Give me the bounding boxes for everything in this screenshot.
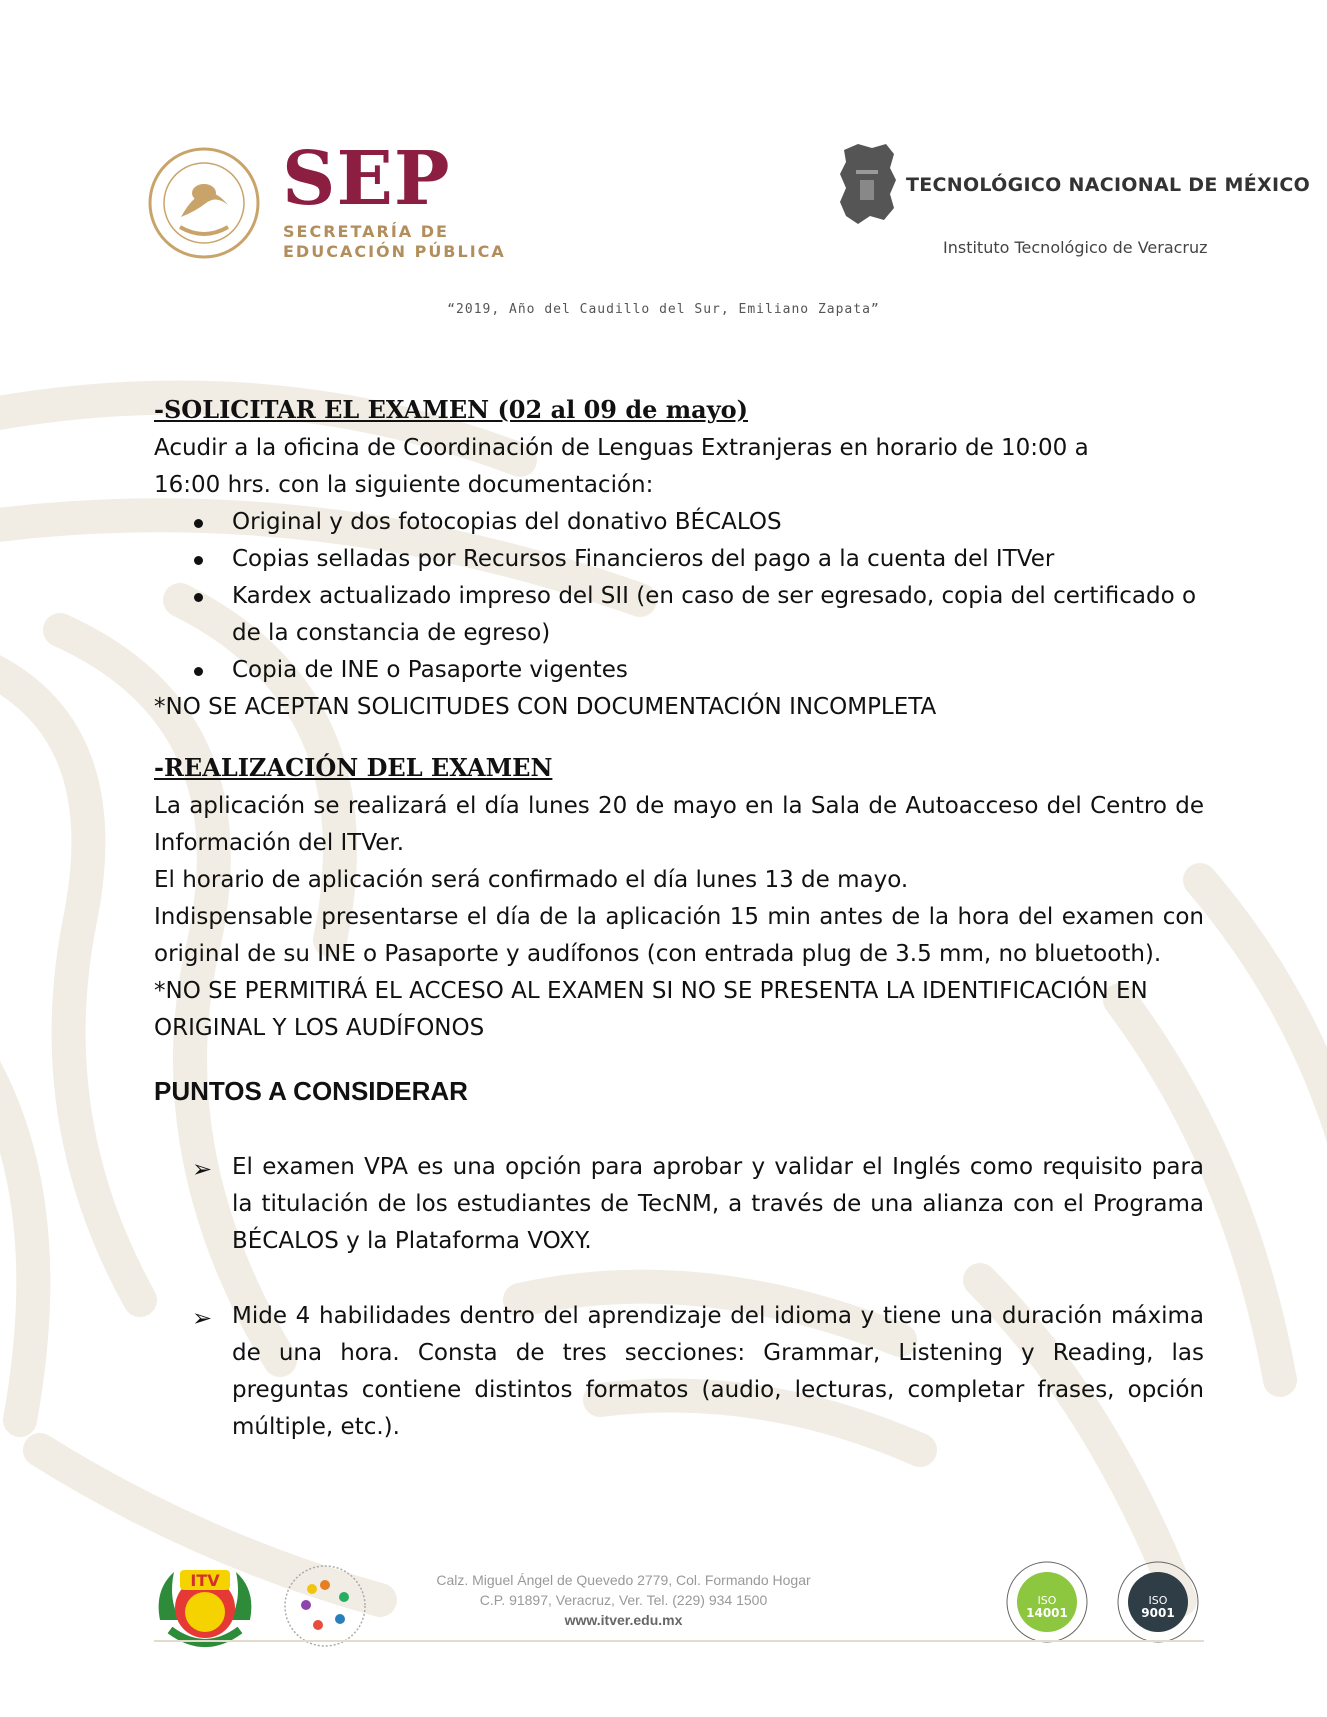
section-request-intro-line1: Acudir a la oficina de Coordinación de Lenguas Extranjeras en horario de 10:00 a [154,435,1089,461]
list-item [154,1298,1204,1446]
footer-address-line2: C.P. 91897, Veracruz, Ver. Tel. (229) 934 1500 [479,1592,768,1608]
iso-9001-badge-icon [1116,1560,1200,1644]
iso-9001-label: ISO [1148,1594,1168,1607]
iso-9001-number: 9001 [1141,1606,1175,1620]
section-exam-note: *NO SE PERMITIRÁ EL ACCESO AL EXAMEN SI NO SE PRESENTA LA IDENTIFICACIÓN EN ORIGINAL Y LOS AUDÍFONOS [154,978,1148,1041]
footer-address-line1: Calz. Miguel Ángel de Quevedo 2779, Col. Formando Hogar [436,1572,811,1588]
section-exam-p1: La aplicación se realizará el día lunes 20 de mayo en la Sala de Autoacceso del Centro de Información del ITVer. [154,793,1204,856]
iso-14001-number: 14001 [1026,1606,1068,1620]
section-request-intro-line2: 16:00 hrs. con la siguiente documentación: [154,472,654,498]
arrow-bullet-icon: ➢ [192,1155,213,1183]
footer-website-link[interactable]: www.itver.edu.mx [564,1612,683,1628]
bullet-icon [194,519,203,528]
iso-14001-badge-icon [1005,1560,1089,1644]
section-exam-p2: El horario de aplicación será confirmado el día lunes 13 de mayo. [154,867,909,893]
tecnm-name: TECNOLÓGICO NACIONAL DE MÉXICO [906,174,1311,196]
bullet-icon [194,593,203,602]
year-motto: “2019, Año del Caudillo del Sur, Emiliano Zapata” [447,302,880,317]
iso-14001-label: ISO [1037,1594,1057,1607]
section-considerations-title: PUNTOS A CONSIDERAR [154,1076,468,1106]
list-item-text: Copia de INE o Pasaporte vigentes [232,657,628,683]
section-request-title: -SOLICITAR EL EXAMEN (02 al 09 de mayo) [154,395,748,424]
list-item-text: Kardex actualizado impreso del SII (en caso de ser egresado, copia del certificado o de la constancia de egreso) [232,583,1197,646]
bullet-icon [194,667,203,676]
list-item-text: Original y dos fotocopias del donativo BÉCALOS [232,509,782,535]
mexico-seal-icon [146,145,262,261]
section-exam-title: -REALIZACIÓN DEL EXAMEN [154,753,553,782]
itv-logo-text: ITV [190,1571,220,1590]
sep-subtitle-line1: SECRETARÍA DE [283,222,449,241]
section-request-note: *NO SE ACEPTAN SOLICITUDES CON DOCUMENTACIÓN INCOMPLETA [154,694,937,720]
list-item-text: Copias selladas por Recursos Financieros del pago a la cuenta del ITVer [232,546,1055,572]
tecnm-gear-logo-icon [838,140,896,228]
institute-name: Instituto Tecnológico de Veracruz [943,238,1208,257]
footer-divider [154,1640,1204,1642]
bullet-icon [194,556,203,565]
list-item [154,578,1204,652]
sep-logo-text: SEP [282,136,451,222]
list-item [154,652,1204,689]
list-item [154,541,1204,578]
document-body [154,390,1204,1446]
arrow-bullet-icon: ➢ [192,1304,213,1332]
section-exam-p3: Indispensable presentarse el día de la aplicación 15 min antes de la hora del examen con original de su INE o Pasaporte y audífonos (con entrada plug de 3.5 mm, no bluetooth). [154,904,1204,967]
sep-subtitle-line2: EDUCACIÓN PÚBLICA [283,242,506,261]
list-item-text: Mide 4 habilidades dentro del aprendizaje del idioma y tiene una duración máxima de una hora. Consta de tres secciones: Grammar, Listening y Reading, las preguntas contiene distintos formatos (audio, lecturas, completar frases, opción múltiple, etc.). [232,1303,1204,1440]
list-item [154,1149,1204,1260]
list-item [154,504,1204,541]
requirements-list [154,504,1204,689]
list-item-text: El examen VPA es una opción para aprobar y validar el Inglés como requisito para la titulación de los estudiantes de TecNM, a través de una alianza con el Programa BÉCALOS y la Plataforma VOXY. [232,1154,1204,1254]
